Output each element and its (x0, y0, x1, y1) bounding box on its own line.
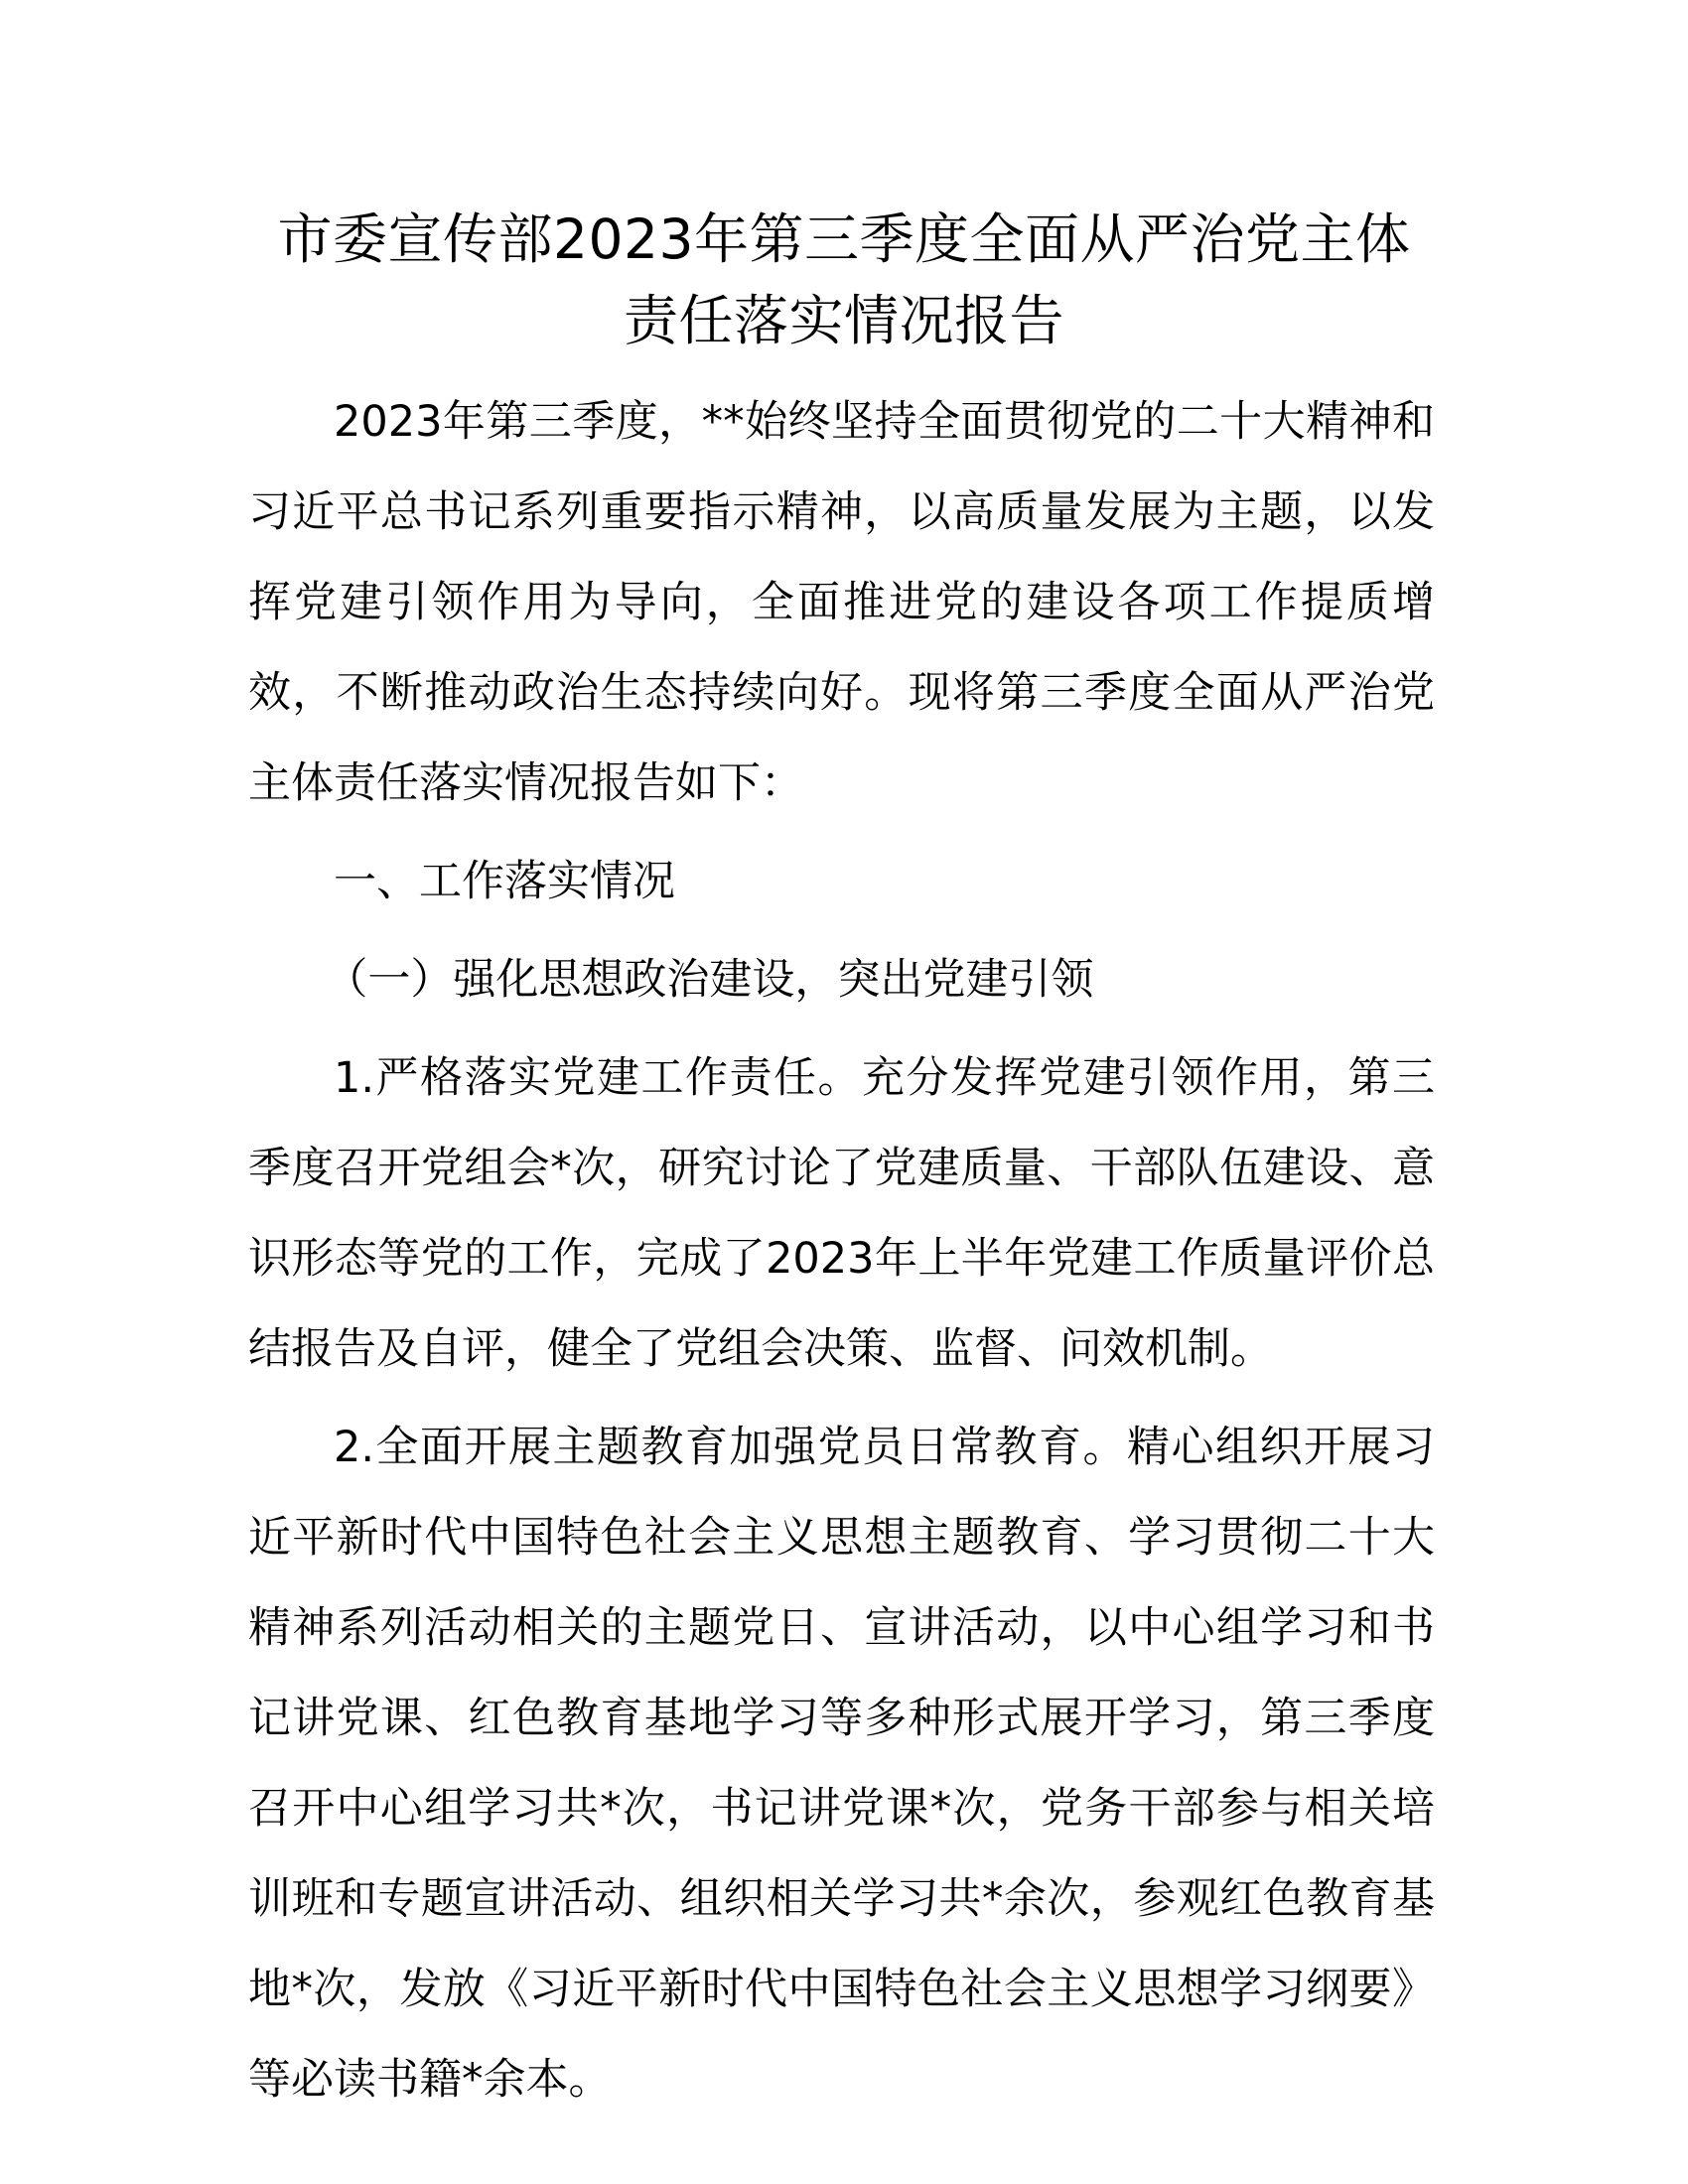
document-body (248, 377, 1435, 2125)
item-1-paragraph: 1.严格落实党建工作责任。充分发挥党建引领作用，第三季度召开党组会*次，研究讨论了党建质量、干部队伍建设、意识形态等党的工作，完成了2023年上半年党建工作质量评价总结报告及自评，健全了党组会决策、监督、问效机制。 (248, 1053, 1435, 1374)
intro-paragraph: 2023年第三季度，**始终坚持全面贯彻党的二十大精神和习近平总书记系列重要指示精神，以高质量发展为主题，以发挥党建引领作用为导向，全面推进党的建设各项工作提质增效，不断推动政治生态持续向好。现将第三季度全面从严治党主体责任落实情况报告如下： (248, 397, 1435, 808)
item-2-paragraph: 2.全面开展主题教育加强党员日常教育。精心组织开展习近平新时代中国特色社会主义思想主题教育、学习贯彻二十大精神系列活动相关的主题党日、宣讲活动，以中心组学习和书记讲党课、红色教育基地学习等多种形式展开学习，第三季度召开中心组学习共*次，书记讲党课*次，党务干部参与相关培训班和专题宣讲活动、组织相关学习共*余次，参观红色教育基地*次，发放《习近平新时代中国特色社会主义思想学习纲要》等必读书籍*余本。 (248, 1423, 1435, 2105)
document-title (228, 199, 1460, 361)
title-line-1: 市委宣传部2023年第三季度全面从严治党主体 (277, 207, 1411, 271)
section-heading: 一、工作落实情况 (334, 857, 675, 906)
subsection-heading: （一）强化思想政治建设，突出党建引领 (325, 955, 1094, 1005)
title-line-2: 责任落实情况报告 (623, 289, 1064, 352)
